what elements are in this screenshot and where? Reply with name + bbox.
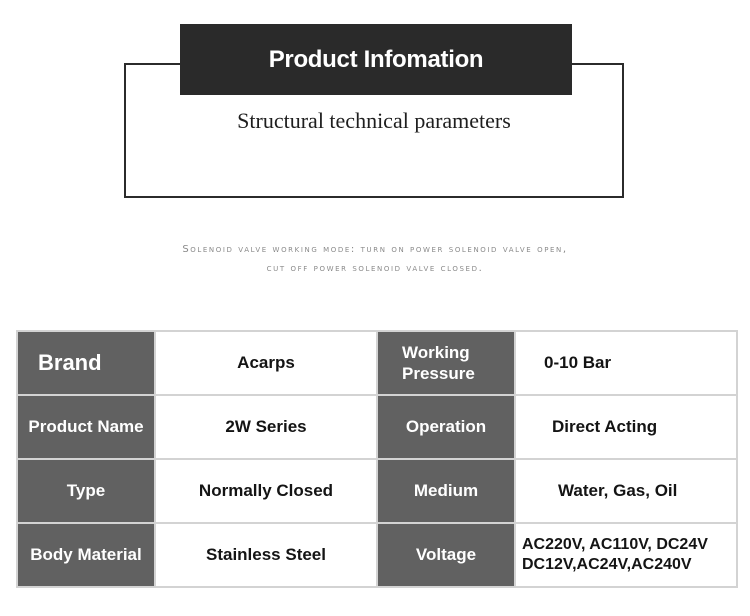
brand-value: Acarps	[155, 331, 377, 395]
table-row	[17, 523, 737, 587]
working-pressure-label-line-1: Working	[402, 343, 470, 362]
working-mode-note-line-2: cut off power solenoid valve closed.	[266, 263, 484, 274]
voltage-label: Voltage	[377, 523, 515, 587]
type-value: Normally Closed	[155, 459, 377, 523]
working-pressure-label-line-2: Pressure	[402, 364, 475, 383]
working-pressure-value: 0-10 Bar	[515, 331, 737, 395]
table-row	[17, 459, 737, 523]
voltage-value	[515, 523, 737, 587]
working-mode-note	[90, 240, 660, 278]
working-mode-note-line-1: Solenoid valve working mode: turn on power solenoid valve open,	[182, 244, 568, 255]
operation-value: Direct Acting	[515, 395, 737, 459]
product-name-value: 2W Series	[155, 395, 377, 459]
banner-title: Product Infomation	[268, 45, 484, 73]
table-row	[17, 395, 737, 459]
operation-label: Operation	[377, 395, 515, 459]
medium-value: Water, Gas, Oil	[515, 459, 737, 523]
product-name-label: Product Name	[17, 395, 155, 459]
body-material-value: Stainless Steel	[155, 523, 377, 587]
section-subtitle: Structural technical parameters	[237, 108, 511, 133]
product-information-banner	[180, 24, 572, 95]
spec-table	[16, 330, 738, 588]
voltage-value-line-1: AC220V, AC110V, DC24V	[522, 536, 708, 553]
table-row	[17, 331, 737, 395]
medium-label: Medium	[377, 459, 515, 523]
body-material-label: Body Material	[17, 523, 155, 587]
type-label: Type	[17, 459, 155, 523]
working-pressure-label	[377, 331, 515, 395]
brand-label: Brand	[17, 331, 155, 395]
voltage-value-line-2: DC12V,AC24V,AC240V	[522, 556, 692, 573]
